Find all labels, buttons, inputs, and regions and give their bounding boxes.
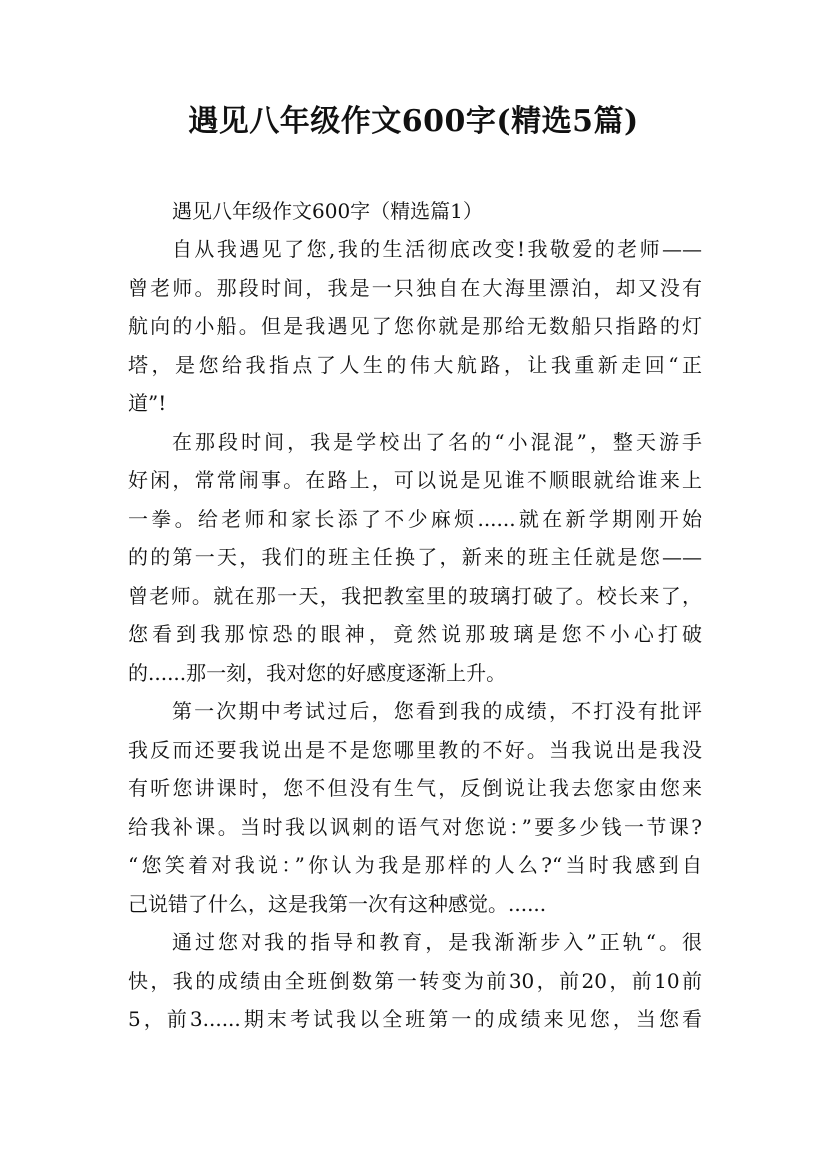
text-line: 有听您讲课时，您不但没有生气，反倒说让我去您家由您来 <box>128 776 702 800</box>
text-line: 第一次期中考试过后，您看到我的成绩，不打没有批评 <box>172 699 702 723</box>
text-line: 您看到我那惊恐的眼神，竟然说那玻璃是您不小心打破 <box>128 622 702 646</box>
text-line: 的......那一刻，我对您的好感度逐渐上升。 <box>128 660 507 685</box>
text-line: 在那段时间，我是学校出了名的“小混混”，整天游手 <box>172 429 702 454</box>
text-line: 己说错了什么，这是我第一次有这种感觉。...... <box>128 891 547 916</box>
text-line: 自从我遇见了您,我的生活彻底改变!我敬爱的老师—— <box>172 237 702 261</box>
section-subtitle: 遇见八年级作文600字（精选篇1） <box>172 199 483 223</box>
text-line: 一拳。给老师和家长添了不少麻烦......就在新学期刚开始 <box>128 506 702 531</box>
text-line: 我反而还要我说出是不是您哪里教的不好。当我说出是我没 <box>128 737 702 762</box>
text-line: “您笑着对我说：”你认为我是那样的人么?“当时我感到自 <box>128 853 702 877</box>
document-body <box>128 192 702 1039</box>
text-line: 通过您对我的指导和教育，是我渐渐步入”正轨“。很 <box>172 930 702 954</box>
text-line: 快，我的成绩由全班倒数第一转变为前30，前20，前10前 <box>128 968 702 993</box>
paragraph-4 <box>128 923 702 1039</box>
text-line: 好闲，常常闹事。在路上，可以说是见谁不顺眼就给谁来上 <box>128 468 702 492</box>
text-line: 曾老师。就在那一天，我把教室里的玻璃打破了。校长来了， <box>128 583 702 608</box>
text-line: 给我补课。当时我以讽刺的语气对您说：”要多少钱一节课? <box>128 814 702 839</box>
paragraph-2 <box>128 423 702 693</box>
text-line: 曾老师。那段时间，我是一只独自在大海里漂泊，却又没有 <box>128 275 702 300</box>
text-line: 道”! <box>128 391 167 415</box>
text-line: 5，前3......期末考试我以全班第一的成绩来见您，当您看 <box>128 1007 702 1031</box>
text-line: 航向的小船。但是我遇见了您你就是那给无数船只指路的灯 <box>128 314 702 338</box>
document-title: 遇见八年级作文600字(精选5篇) <box>188 104 639 139</box>
text-line: 塔，是您给我指点了人生的伟大航路，让我重新走回“正 <box>128 352 702 377</box>
paragraph-3 <box>128 692 702 923</box>
text-line: 的的第一天，我们的班主任换了，新来的班主任就是您—— <box>128 545 702 569</box>
paragraph-1 <box>128 230 702 423</box>
